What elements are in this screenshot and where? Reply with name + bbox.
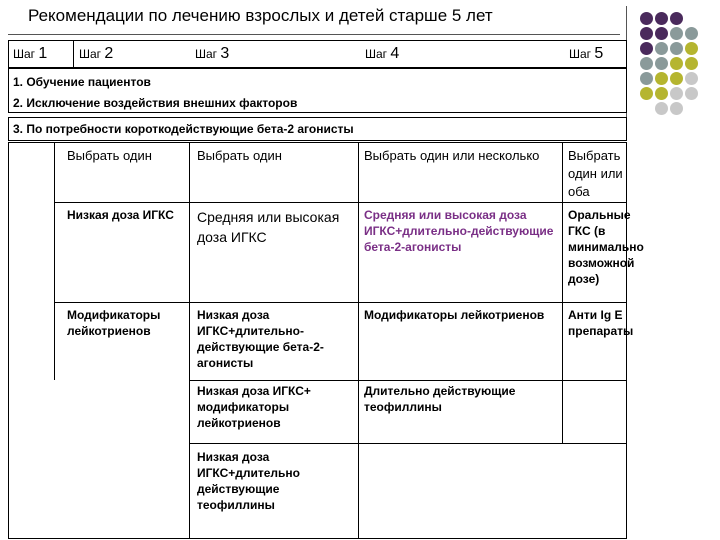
step-number: 1	[38, 45, 48, 62]
step-4	[365, 41, 399, 67]
table-cell: Анти Ig E препараты	[568, 308, 634, 338]
title-underline	[8, 34, 620, 35]
page-title: Рекомендации по лечению взрослых и детей старше 5 лет	[28, 6, 493, 25]
step-divider	[73, 41, 74, 67]
step-label: Шаг	[195, 47, 218, 61]
steps-bar	[8, 40, 627, 68]
header-cell: Выбрать один или оба	[568, 148, 623, 199]
step-2	[79, 41, 113, 67]
decorative-dot	[670, 102, 683, 115]
decorative-dot	[655, 27, 668, 40]
decorative-dot	[655, 87, 668, 100]
decorative-dot	[640, 12, 653, 25]
treatment-table	[8, 142, 644, 539]
step-5	[569, 41, 603, 67]
decorative-dot	[670, 12, 683, 25]
decorative-dot	[640, 87, 653, 100]
header-cell: Выбрать один	[67, 148, 152, 163]
table-cell: Оральные ГКС (в минимально возможной дозе)	[568, 208, 644, 286]
decorative-dot	[670, 87, 683, 100]
general-recommendations	[8, 68, 627, 113]
step-3	[195, 41, 229, 67]
decorative-dot	[640, 27, 653, 40]
step-1	[13, 41, 47, 67]
decorative-dots	[636, 12, 720, 122]
decorative-dot	[685, 57, 698, 70]
table-cell: Средняя или высокая доза ИГКС	[197, 209, 340, 245]
grid-line	[54, 202, 626, 203]
decorative-dot	[670, 27, 683, 40]
step-number: 3	[220, 45, 230, 62]
decorative-dot	[670, 57, 683, 70]
table-cell: Длительно действующие теофиллины	[364, 384, 516, 414]
general-line-3: 3. По потребности короткодействующие бета-2 агонисты	[13, 122, 354, 136]
table-cell: Низкая доза ИГКС+ модификаторы лейкотриенов	[197, 384, 311, 430]
step-label: Шаг	[365, 47, 388, 61]
step-number: 2	[104, 45, 114, 62]
header-cell: Выбрать один или несколько	[364, 148, 540, 163]
general-line-2: 2. Исключение воздействия внешних факторов	[13, 96, 298, 110]
decorative-dot	[655, 42, 668, 55]
grid-line	[54, 302, 626, 303]
step-label: Шаг	[569, 47, 592, 61]
decorative-dot	[640, 72, 653, 85]
decorative-dot	[670, 42, 683, 55]
table-cell: Модификаторы лейкотриенов	[67, 308, 161, 338]
grid-line	[54, 143, 55, 380]
decorative-dot	[640, 57, 653, 70]
reliever-box	[8, 117, 627, 141]
table-cell: Средняя или высокая доза ИГКС+длительно-действующие бета-2-агонисты	[364, 208, 554, 254]
decorative-dot	[655, 57, 668, 70]
step-label: Шаг	[79, 47, 102, 61]
general-line-1: 1. Обучение пациентов	[13, 75, 151, 89]
step-number: 4	[390, 45, 400, 62]
table-cell: Модификаторы лейкотриенов	[364, 308, 545, 322]
decorative-dot	[685, 72, 698, 85]
table-cell: Низкая доза ИГКС+длительно действующие теофиллины	[197, 450, 301, 512]
grid-line	[189, 443, 626, 444]
header-cell: Выбрать один	[197, 148, 282, 163]
decorative-dot	[655, 12, 668, 25]
step-number: 5	[594, 45, 604, 62]
decorative-dot	[640, 42, 653, 55]
grid-line	[562, 143, 563, 443]
decorative-dot	[670, 72, 683, 85]
step-label: Шаг	[13, 47, 36, 61]
decorative-dot	[685, 27, 698, 40]
decorative-dot	[655, 102, 668, 115]
table-cell: Низкая доза ИГКС+длительно-действующие бета-2-агонисты	[197, 308, 324, 370]
grid-line	[189, 380, 626, 381]
decorative-dot	[655, 72, 668, 85]
decorative-dot	[685, 87, 698, 100]
decorative-dot	[685, 42, 698, 55]
table-cell: Низкая доза ИГКС	[67, 208, 174, 222]
